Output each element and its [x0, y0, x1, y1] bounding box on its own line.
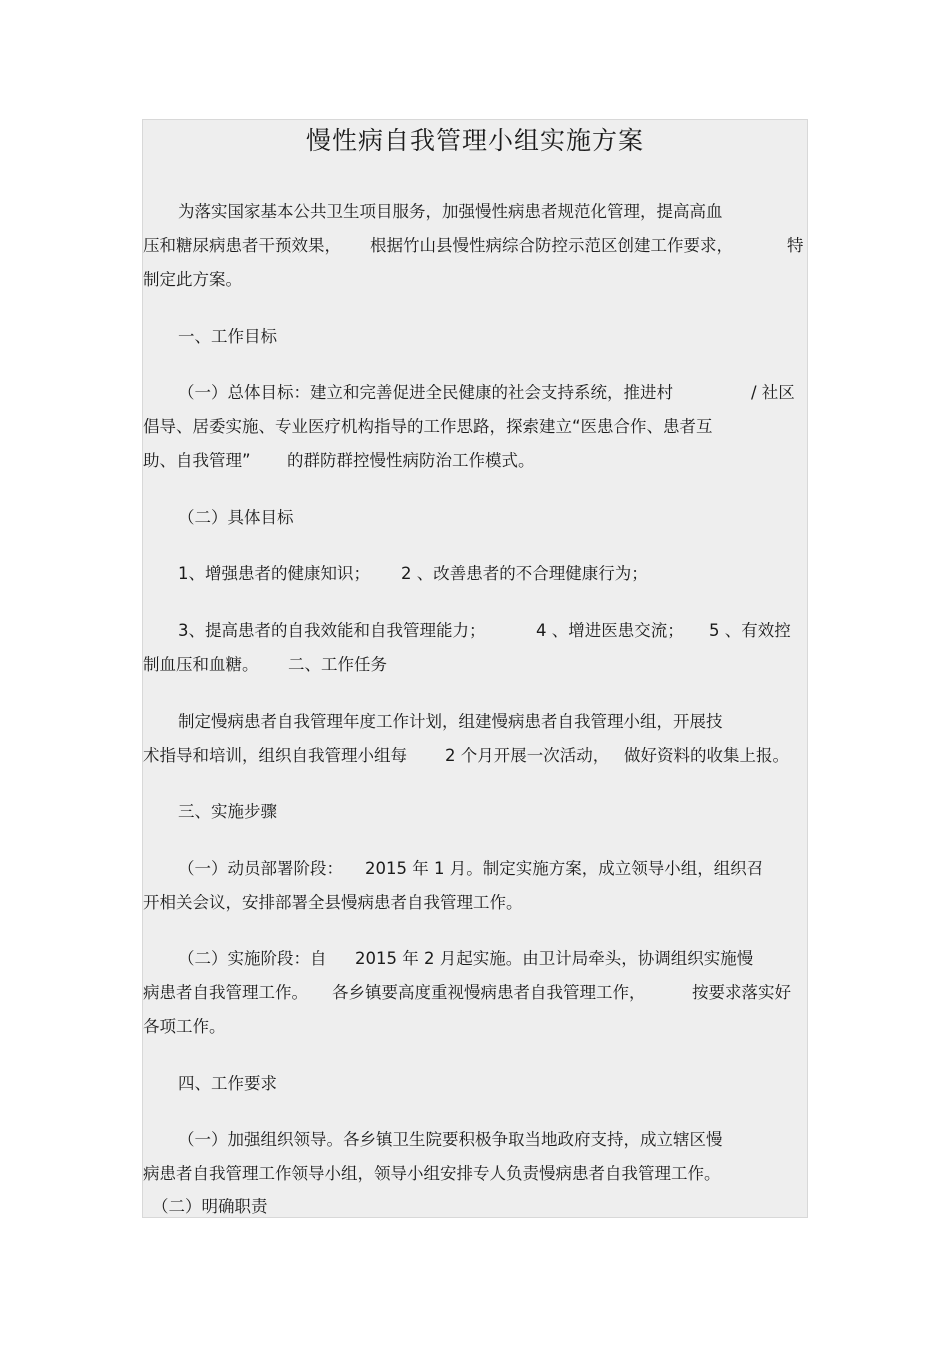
- intro-line-1: 为落实国家基本公共卫生项目服务，加强慢性病患者规范化管理，提高高血: [178, 202, 723, 221]
- req1-line-1: （一）加强组织领导。各乡镇卫生院要积极争取当地政府支持，成立辖区慢: [178, 1130, 723, 1149]
- intro-line-2a: 压和糖尿病患者干预效果，: [143, 236, 341, 255]
- section-heading-goals: 一、工作目标: [178, 327, 277, 346]
- goal-item-3: 3、提高患者的自我效能和自我管理能力；: [178, 621, 486, 640]
- tasks-line-1: 制定慢病患者自我管理年度工作计划，组建慢病患者自我管理小组，开展技: [178, 712, 723, 731]
- step2-line-2a: 病患者自我管理工作。: [143, 983, 308, 1002]
- section-heading-steps: 三、实施步骤: [178, 802, 277, 821]
- step2-line-1a: （二）实施阶段：自: [178, 949, 327, 968]
- section-heading-tasks: 二、工作任务: [288, 655, 387, 674]
- overall-goal-line-1b: / 社区: [751, 383, 795, 402]
- step1-line-1b: 2015 年 1 月。制定实施方案，成立领导小组，组织召: [365, 859, 764, 878]
- goal-item-5: 5 、有效控: [709, 621, 791, 640]
- step2-line-3: 各项工作。: [143, 1017, 226, 1036]
- goal-item-5-cont: 制血压和血糖。: [143, 655, 259, 674]
- overall-goal-line-1: （一）总体目标：建立和完善促进全民健康的社会支持系统，推进村: [178, 383, 673, 402]
- document-title: 慢性病自我管理小组实施方案: [305, 126, 644, 155]
- intro-line-3: 制定此方案。: [143, 270, 242, 289]
- goal-item-1: 1、增强患者的健康知识；: [178, 564, 370, 583]
- step2-line-2c: 按要求落实好: [692, 983, 791, 1002]
- overall-goal-line-2: 倡导、居委实施、专业医疗机构指导的工作思路，探索建立“医患合作、患者互: [143, 417, 713, 436]
- goal-item-4: 4 、增进医患交流；: [536, 621, 684, 640]
- intro-line-2c: 特: [787, 236, 804, 255]
- tasks-line-2a: 术指导和培训，组织自我管理小组每: [143, 746, 407, 765]
- step2-line-2b: 各乡镇要高度重视慢病患者自我管理工作，: [332, 983, 646, 1002]
- tasks-line-2b: 2 个月开展一次活动，: [445, 746, 610, 765]
- step1-line-2: 开相关会议，安排部署全县慢病患者自我管理工作。: [143, 893, 523, 912]
- specific-goals-heading: （二）具体目标: [178, 508, 294, 527]
- step2-line-1b: 2015 年 2 月起实施。由卫计局牵头，协调组织实施慢: [355, 949, 754, 968]
- overall-goal-line-3b: 的群防群控慢性病防治工作模式。: [287, 451, 535, 470]
- intro-line-2b: 根据竹山县慢性病综合防控示范区创建工作要求，: [370, 236, 733, 255]
- req2-heading: （二）明确职责: [152, 1197, 268, 1216]
- step1-line-1a: （一）动员部署阶段：: [178, 859, 343, 878]
- overall-goal-line-3a: 助、自我管理”: [143, 451, 251, 470]
- req1-line-2: 病患者自我管理工作领导小组，领导小组安排专人负责慢病患者自我管理工作。: [143, 1164, 721, 1183]
- section-heading-requirements: 四、工作要求: [178, 1074, 277, 1093]
- goal-item-2: 2 、改善患者的不合理健康行为；: [401, 564, 648, 583]
- tasks-line-2c: 做好资料的收集上报。: [624, 746, 789, 765]
